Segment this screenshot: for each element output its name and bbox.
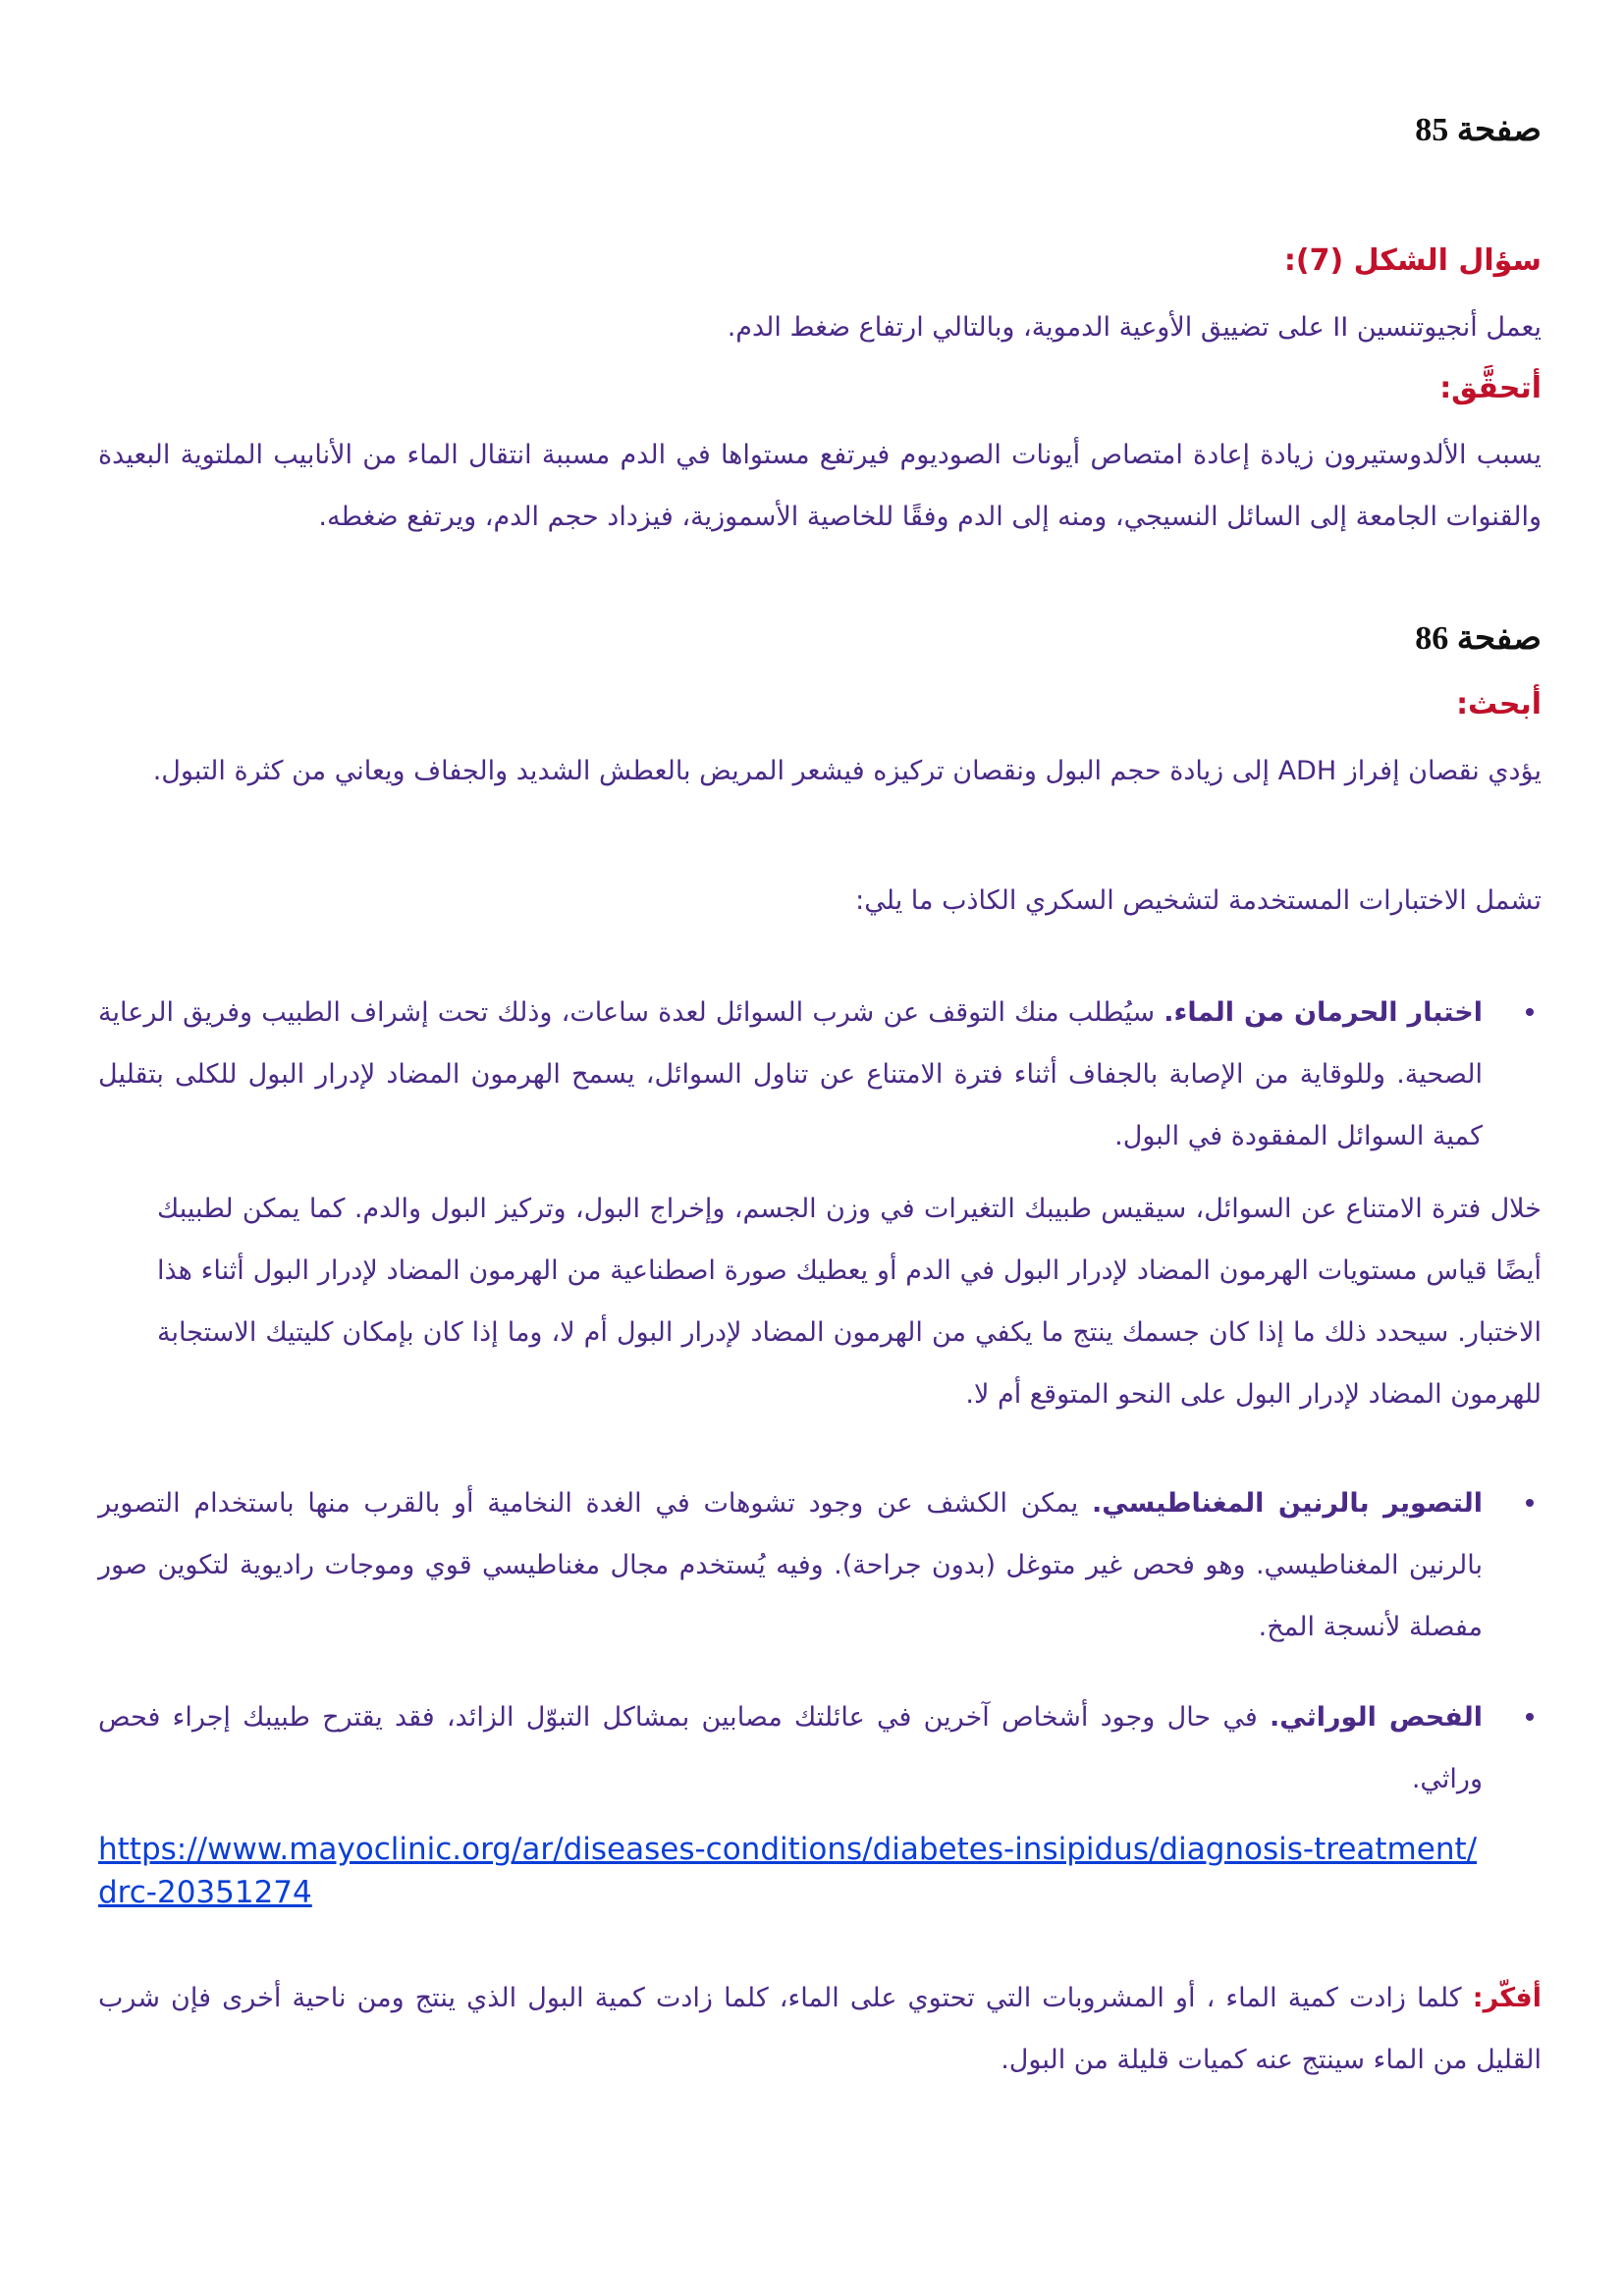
page-85-heading: صفحة 85 (1415, 112, 1542, 148)
verify-title: أتحقَّق: (1439, 371, 1542, 405)
bullet-icon (1526, 1713, 1534, 1721)
bullet-water-deprivation-test (98, 982, 1542, 1178)
page-86-heading: صفحة 86 (1415, 620, 1542, 657)
bullet-text (98, 1686, 1483, 1810)
source-link[interactable]: https://www.mayoclinic.org/ar/diseases-conditions/diabetes-insipidus/diagnosis-treatment/drc-20351274 (98, 1832, 1478, 1910)
fast-period-paragraph: خلال فترة الامتناع عن السوائل، سيقيس طبيبك التغيرات في وزن الجسم، وإخراج البول، وتركيز البول والدم. كما يمكن لطبيبك أيضًا قياس مستويات الهرمون المضاد لإدرار البول في الدم أو يعطيك صورة اصطناعية من الهرمون المضاد لإدرار البول أثناء هذا الاختبار. سيحدد ذلك ما إذا كان جسمك ينتج ما يكفي من الهرمون المضاد لإدرار البول أم لا، وما إذا كان بإمكان كليتيك الاستجابة للهرمون المضاد لإدرار البول على النحو المتوقع أم لا. (157, 1194, 1542, 1410)
tests-intro: تشمل الاختبارات المستخدمة لتشخيص السكري الكاذب ما يلي: (855, 885, 1542, 916)
bullet-icon (1526, 1008, 1534, 1016)
research-paragraph: يؤدي نقصان إفراز ADH إلى زيادة حجم البول ونقصان تركيزه فيشعر المريض بالعطش الشديد والجفاف ويعاني من كثرة التبول. (152, 756, 1542, 786)
bullet-title: الفحص الوراثي. (1270, 1702, 1483, 1733)
bullet-title: اختبار الحرمان من الماء. (1164, 997, 1483, 1028)
verify-paragraph: يسبب الألدوستيرون زيادة إعادة امتصاص أيونات الصوديوم فيرتفع مستواها في الدم مسببة انتقال الماء من الأنابيب الملتوية البعيدة والقنوات الجامعة إلى السائل النسيجي، ومنه إلى الدم وفقًا للخاصية الأسموزية، فيزداد حجم الدم، ويرتفع ضغطه. (98, 440, 1542, 532)
bullet-title: التصوير بالرنين المغناطيسي. (1092, 1488, 1483, 1519)
think-text: كلما زادت كمية الماء ، أو المشروبات التي تحتوي على الماء، كلما زادت كمية البول الذي ينتج ومن ناحية أخرى فإن شرب القليل من الماء سينتج عنه كميات قليلة من البول. (98, 1983, 1542, 2075)
think-paragraph (98, 1967, 1542, 2091)
bullet-icon (1526, 1499, 1534, 1507)
figure-7-question-title: سؤال الشكل (7): (1283, 243, 1542, 278)
research-title: أبحث: (1456, 687, 1542, 721)
bullet-text (98, 1472, 1483, 1658)
bullet-genetic-test (98, 1686, 1542, 1824)
bullet-text (98, 982, 1483, 1167)
document-page (98, 0, 1542, 2296)
bullet-body: في حال وجود أشخاص آخرين في عائلتك مصابين بمشاكل التبوّل الزائد، فقد يقترح طبيبك إجراء فحص وراثي. (98, 1702, 1483, 1794)
bullet-body: سيُطلب منك التوقف عن شرب السوائل لعدة ساعات، وذلك تحت إشراف الطبيب وفريق الرعاية الصحية. وللوقاية من الإصابة بالجفاف أثناء فترة الامتناع عن تناول السوائل، يسمح الهرمون المضاد لإدرار البول للكلى بتقليل كمية السوائل المفقودة في البول. (98, 997, 1483, 1151)
bullet-mri (98, 1472, 1542, 1669)
bullet-body: يمكن الكشف عن وجود تشوهات في الغدة النخامية أو بالقرب منها باستخدام التصوير بالرنين المغناطيسي. وهو فحص غير متوغل (بدون جراحة). وفيه يُستخدم مجال مغناطيسي قوي وموجات راديوية لتكوين صور مفصلة لأنسجة المخ. (98, 1488, 1483, 1642)
think-label: أفكّر: (1472, 1983, 1542, 2013)
figure-7-answer: يعمل أنجيوتنسين II على تضييق الأوعية الدموية، وبالتالي ارتفاع ضغط الدم. (727, 312, 1542, 343)
